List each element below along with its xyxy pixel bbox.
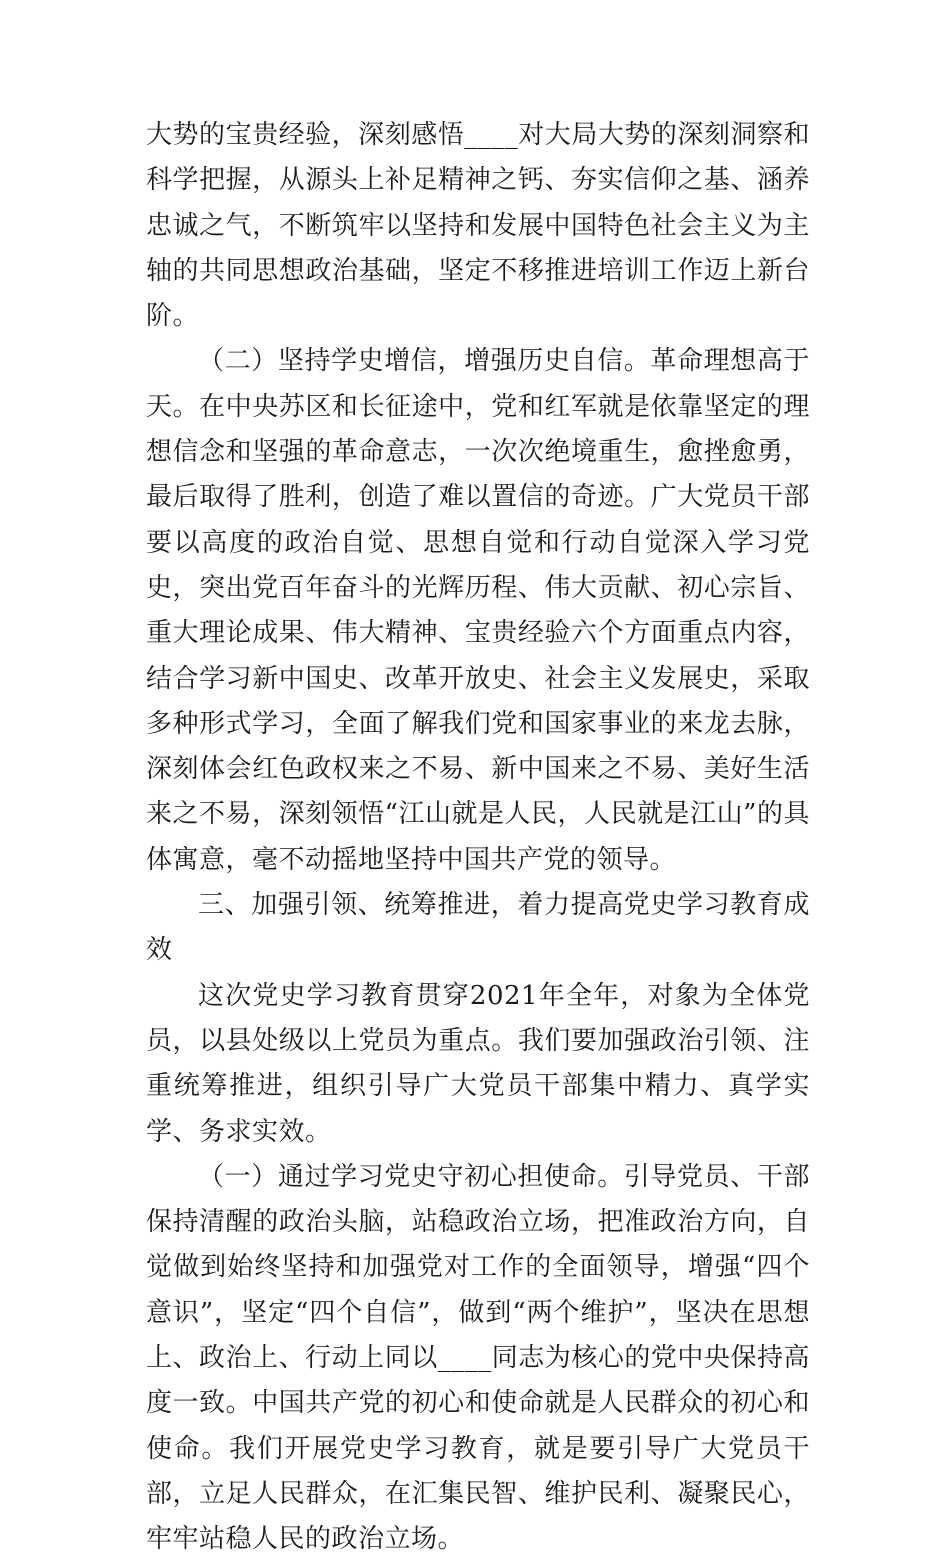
paragraph-history-confidence: （二）坚持学史增信，增强历史自信。革命理想高于天。在中央苏区和长征途中，党和红军就是依靠坚定的理想信念和坚强的革命意志，一次次绝境重生，愈挫愈勇，最后取得了胜利，创造了难以置信的奇迹。广大党员干部要以高度的政治自觉、思想自觉和行动自觉深入学习党史，突出党百年奋斗的光辉历程、伟大贡献、初心宗旨、重大理论成果、伟大精神、宝贵经验六个方面重点内容，结合学习新中国史、改革开放史、社会主义发展史，采取多种形式学习，全面了解我们党和国家事业的来龙去脉，深刻体会红色政权来之不易、新中国来之不易、美好生活来之不易，深刻领悟“江山就是人民，人民就是江山”的具体寓意，毫不动摇地坚持中国共产党的领导。 [146,346,810,875]
paragraph-continuation: 大势的宝贵经验，深刻感悟____对大局大势的深刻洞察和科学把握，从源头上补足精神之钙、夯实信仰之基、涵养忠诚之气，不断筑牢以坚持和发展中国特色社会主义为主轴的共同思想政治基础，坚定不移推进培训工作迈上新台阶。 [146,120,810,332]
paragraph-education-scope: 这次党史学习教育贯穿2021年全年，对象为全体党员，以县处级以上党员为重点。我们要加强政治引领、注重统筹推进，组织引导广大党员干部集中精力、真学实学、务求实效。 [146,980,810,1147]
section-heading-three: 三、加强引领、统筹推进，着力提高党史学习教育成效 [146,890,810,966]
paragraph-original-mission: （一）通过学习党史守初心担使命。引导党员、干部保持清醒的政治头脑，站稳政治立场，把准政治方向，自觉做到始终坚持和加强党对工作的全面领导，增强“四个意识”，坚定“四个自信”，做到“两个维护”，坚决在思想上、政治上、行动上同以____同志为核心的党中央保持高度一致。中国共产党的初心和使命就是人民群众的初心和使命。我们开展党史学习教育，就是要引导广大党员干部，立足人民群众，在汇集民智、维护民利、凝聚民心，牢牢站稳人民的政治立场。 [146,1161,810,1555]
document-body [146,113,810,1563]
